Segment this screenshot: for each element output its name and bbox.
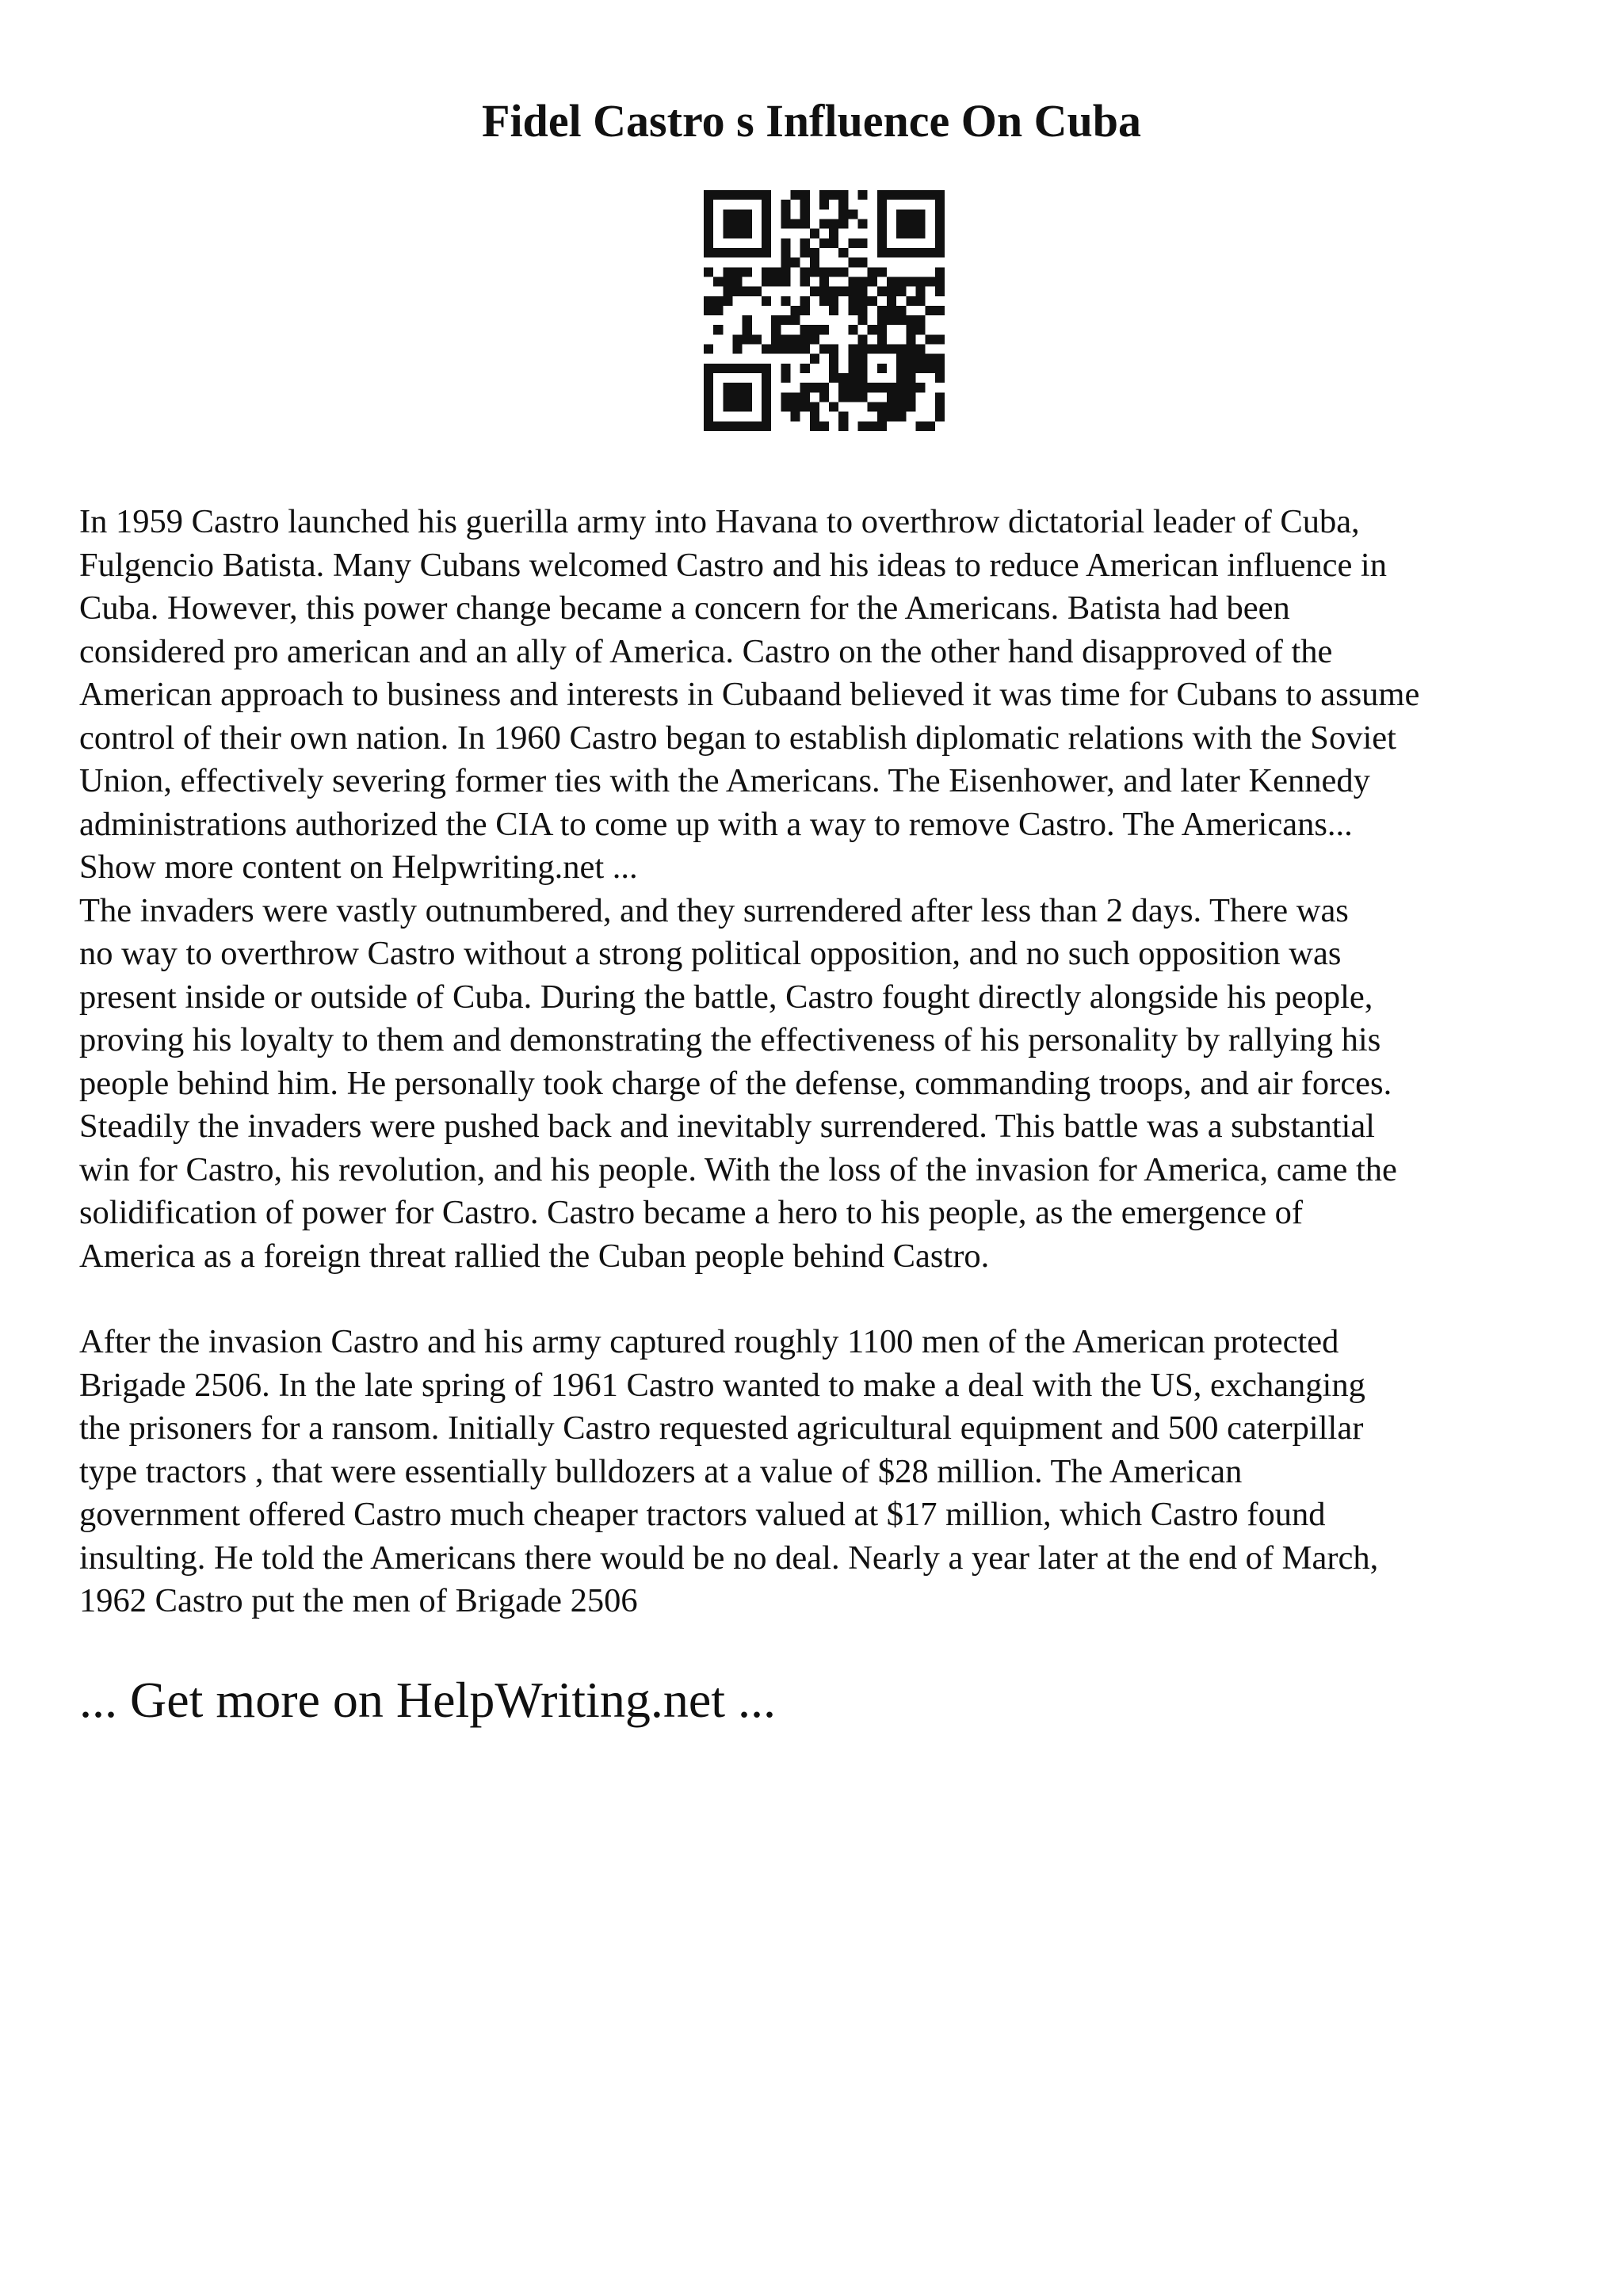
paragraph-spacer — [79, 1278, 1561, 1321]
qr-code-graphic — [704, 190, 945, 431]
paragraph-2: The invaders were vastly outnumbered, and they surrendered after less than 2 days. There was no way to overthrow Castro without a strong political opposition, and no such opposition was present inside or outside of Cuba. During the battle, Castro fought directly alongside his people, proving his loyalty to them and demonstrating the effectiveness of his personality by rallying his people behind him. He personally took charge of the defense, commanding troops, and air forces. Steadily the invaders were pushed back and inevitably surrendered. This battle was a substantial win for Castro, his revolution, and his people. With the loss of the invasion for America, came the solidification of power for Castro. Castro became a hero to his people, as the emergence of America as a foreign threat rallied the Cuban people behind Castro. — [79, 891, 1397, 1275]
qr-code-icon — [704, 190, 945, 431]
article-body — [79, 501, 1561, 1623]
page-title: Fidel Castro s Influence On Cuba — [482, 95, 1141, 147]
paragraph-1: In 1959 Castro launched his guerilla army into Havana to overthrow dictatorial leader of Cuba, Fulgencio Batista. Many Cubans welcomed Castro and his ideas to reduce American influence in Cuba. However, this power change became a concern for the Americans. Batista had been considered pro american and an ally of America. Castro on the other hand disapproved of the American approach to business and interests in Cubaand believed it was time for Cubans to assume control of their own nation. In 1960 Castro began to establish diplomatic relations with the Soviet Union, effectively severing former ties with the Americans. The Eisenhower, and later Kennedy administrations authorized the CIA to come up with a way to remove Castro. The Americans... Show more content on Helpwriting.net ... — [79, 503, 1420, 886]
paragraph-3: After the invasion Castro and his army captured roughly 1100 men of the American protected Brigade 2506. In the late spring of 1961 Castro wanted to make a deal with the US, exchanging the prisoners for a ransom. Initially Castro requested agricultural equipment and 500 caterpillar type tractors , that were essentially bulldozers at a value of $28 million. The American government offered Castro much cheaper tractors valued at $17 million, which Castro found insulting. He told the Americans there would be no deal. Nearly a year later at the end of March, 1962 Castro put the men of Brigade 2506 — [79, 1323, 1379, 1619]
get-more-link[interactable]: ... Get more on HelpWriting.net ... — [79, 1672, 776, 1728]
